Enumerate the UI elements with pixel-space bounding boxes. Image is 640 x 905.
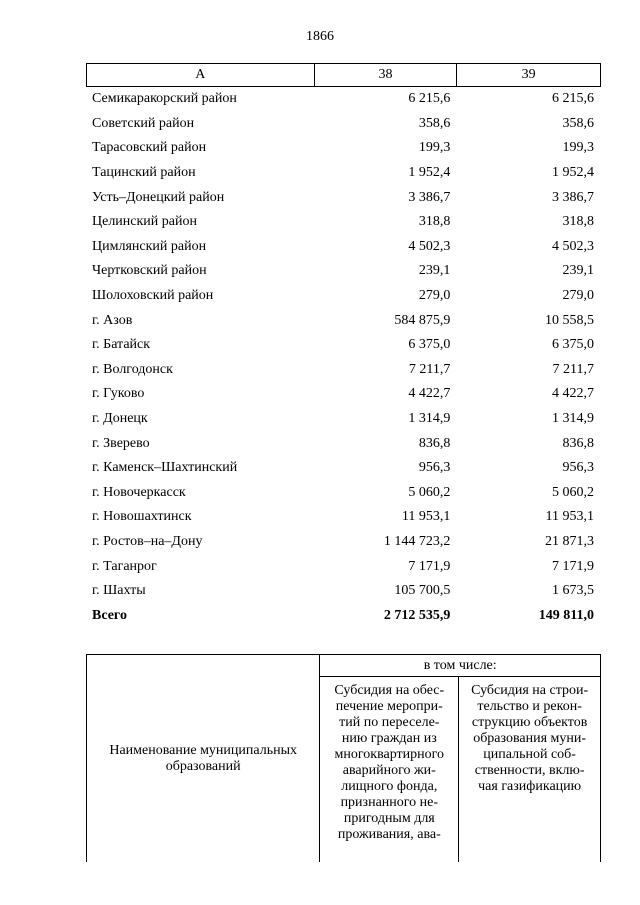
value-39-cell: 1 673,5 xyxy=(552,583,594,599)
value-38-cell: 318,8 xyxy=(418,214,451,230)
column-header-38: 38 xyxy=(314,64,457,87)
value-39-cell: 836,8 xyxy=(562,435,594,451)
municipality-cell: Цимлянский район xyxy=(92,238,207,254)
table-row xyxy=(87,358,601,383)
table-row xyxy=(87,481,601,506)
table-row xyxy=(87,210,601,235)
value-39-cell: 6 375,0 xyxy=(552,337,594,353)
municipality-cell: Тарасовский район xyxy=(92,140,207,156)
municipality-cell: Семикаракорский район xyxy=(92,91,237,107)
value-38-cell: 3 386,7 xyxy=(408,189,451,205)
value-38-cell: 5 060,2 xyxy=(408,484,451,500)
municipality-cell: г. Азов xyxy=(92,312,133,328)
value-38-cell: 1 314,9 xyxy=(408,411,451,427)
table-row xyxy=(87,136,601,161)
value-38-cell: 584 875,9 xyxy=(394,312,451,328)
value-39-cell: 149 811,0 xyxy=(538,607,594,623)
table-row xyxy=(87,259,601,284)
value-38-cell: 6 215,6 xyxy=(408,91,451,107)
column-header-name: А xyxy=(87,64,315,87)
value-39-cell: 3 386,7 xyxy=(552,189,594,205)
column-header-39: 39 xyxy=(457,64,601,87)
table-row xyxy=(87,112,601,137)
table-row xyxy=(87,456,601,481)
municipality-cell: Советский район xyxy=(92,115,195,131)
budget-table xyxy=(86,63,601,628)
table-row xyxy=(87,87,601,112)
municipality-cell: г. Шахты xyxy=(92,583,146,599)
subsidy-resettlement-text: Субсидия на обес- печение меропри- тий по переселе- нию граждан из многоквартирного аварийного жи- лищного фонда, признанного не- пригодным для проживания, ава- xyxy=(334,683,445,842)
value-39-cell: 239,1 xyxy=(562,263,594,279)
value-39-cell: 5 060,2 xyxy=(552,484,594,500)
table-header-row xyxy=(87,64,601,87)
municipality-cell: Чертковский район xyxy=(92,263,207,279)
table-row xyxy=(87,579,601,604)
value-39-cell: 10 558,5 xyxy=(545,312,594,328)
total-row xyxy=(87,603,601,628)
municipality-cell: г. Донецк xyxy=(92,411,148,427)
subsidy-education-header xyxy=(459,677,601,864)
table-row xyxy=(87,284,601,309)
table-row xyxy=(87,554,601,579)
municipality-cell: Шолоховский район xyxy=(92,288,214,304)
value-39-cell: 7 171,9 xyxy=(552,558,594,574)
municipality-cell: Целинский район xyxy=(92,214,197,230)
municipality-cell: г. Зверево xyxy=(92,435,150,451)
table-row xyxy=(87,333,601,358)
subsidy-resettlement-header xyxy=(320,677,459,864)
table-row xyxy=(87,185,601,210)
page-number: 1866 xyxy=(306,29,334,44)
table-row xyxy=(87,431,601,456)
value-39-cell: 358,6 xyxy=(562,115,594,131)
value-38-cell: 2 712 535,9 xyxy=(383,607,451,623)
value-39-cell: 199,3 xyxy=(562,140,594,156)
value-39-cell: 11 953,1 xyxy=(545,509,594,525)
municipality-cell: г. Каменск–Шахтинский xyxy=(92,460,238,476)
value-39-cell: 1 314,9 xyxy=(552,411,594,427)
municipality-cell: Всего xyxy=(92,607,127,623)
value-39-cell: 6 215,6 xyxy=(552,91,594,107)
table-row xyxy=(87,235,601,260)
table-row xyxy=(87,505,601,530)
including-header: в том числе: xyxy=(320,655,601,677)
value-39-cell: 279,0 xyxy=(562,288,594,304)
value-39-cell: 318,8 xyxy=(562,214,594,230)
value-38-cell: 7 171,9 xyxy=(408,558,451,574)
value-38-cell: 279,0 xyxy=(418,288,451,304)
table-row xyxy=(87,530,601,555)
municipality-cell: Усть–Донецкий район xyxy=(92,189,225,205)
table-row xyxy=(87,382,601,407)
municipality-cell: Тацинский район xyxy=(92,165,196,181)
value-39-cell: 7 211,7 xyxy=(552,361,594,377)
municipality-cell: г. Волгодонск xyxy=(92,361,173,377)
value-38-cell: 836,8 xyxy=(418,435,451,451)
value-38-cell: 956,3 xyxy=(418,460,451,476)
value-38-cell: 11 953,1 xyxy=(401,509,451,525)
value-39-cell: 21 871,3 xyxy=(545,533,594,549)
value-38-cell: 105 700,5 xyxy=(394,583,451,599)
value-38-cell: 7 211,7 xyxy=(408,361,451,377)
value-38-cell: 239,1 xyxy=(418,263,451,279)
municipality-cell: г. Ростов–на–Дону xyxy=(92,533,203,549)
value-39-cell: 4 502,3 xyxy=(552,238,594,254)
header-table xyxy=(86,654,601,864)
value-39-cell: 4 422,7 xyxy=(552,386,594,402)
value-39-cell: 1 952,4 xyxy=(552,165,594,181)
subsidy-education-text: Субсидия на строи- тельство и рекон- струкцию объектов образования муни- ципальной соб- ственности, вклю- чая газификацию xyxy=(471,683,589,794)
table-row xyxy=(87,407,601,432)
municipal-name-header: Наименование муниципальных образований xyxy=(87,655,320,864)
value-38-cell: 199,3 xyxy=(418,140,451,156)
municipality-cell: г. Батайск xyxy=(92,337,151,353)
value-38-cell: 4 502,3 xyxy=(408,238,451,254)
value-38-cell: 6 375,0 xyxy=(408,337,451,353)
value-38-cell: 1 144 723,2 xyxy=(383,533,451,549)
value-39-cell: 956,3 xyxy=(562,460,594,476)
table-row xyxy=(87,161,601,186)
municipality-cell: г. Новошахтинск xyxy=(92,509,192,525)
value-38-cell: 358,6 xyxy=(418,115,451,131)
page-bottom-margin xyxy=(0,862,640,905)
municipality-cell: г. Новочеркасск xyxy=(92,484,186,500)
table-body xyxy=(87,87,601,629)
municipality-cell: г. Гуково xyxy=(92,386,145,402)
value-38-cell: 1 952,4 xyxy=(408,165,451,181)
municipality-cell: г. Таганрог xyxy=(92,558,157,574)
value-38-cell: 4 422,7 xyxy=(408,386,451,402)
table-row xyxy=(87,308,601,333)
